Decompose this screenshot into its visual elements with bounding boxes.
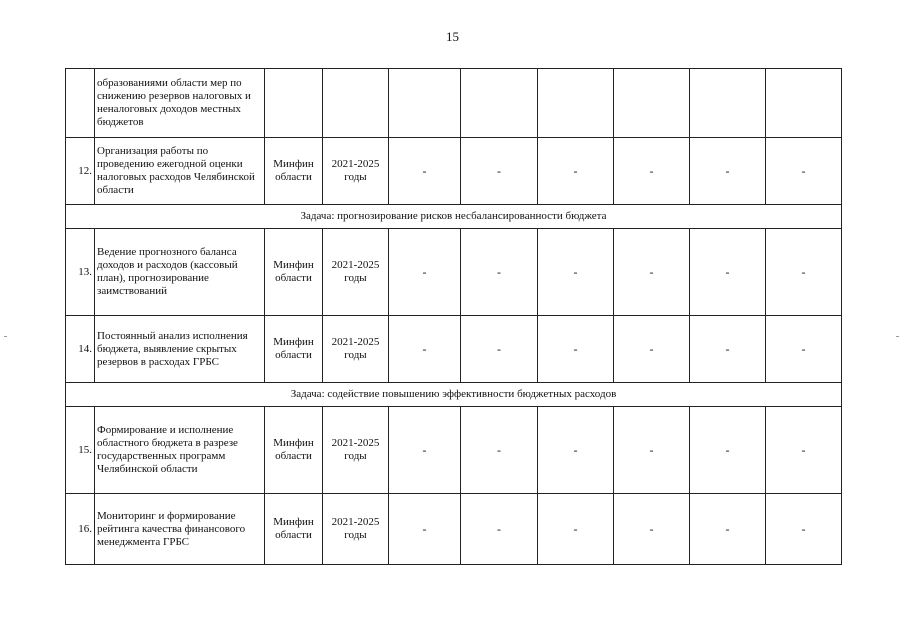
measure-name: Формирование и исполнение областного бюджета в разрезе государственных программ Челябинской области (95, 407, 265, 494)
table-row (66, 494, 842, 565)
value-cell: - (766, 138, 842, 205)
value-cell (389, 69, 461, 138)
row-number: 12. (66, 138, 95, 205)
value-cell: - (461, 494, 538, 565)
row-number: 16. (66, 494, 95, 565)
row-number: 14. (66, 316, 95, 383)
value-cell: - (614, 494, 690, 565)
value-cell: - (461, 229, 538, 316)
page-number: 15 (446, 29, 459, 44)
table-body (66, 69, 842, 565)
period: 2021-2025 годы (323, 407, 389, 494)
value-cell: - (389, 316, 461, 383)
executor: Минфин области (265, 138, 323, 205)
executor: Минфин области (265, 229, 323, 316)
task-heading: Задача: содействие повышению эффективности бюджетных расходов (66, 383, 842, 407)
task-row (66, 205, 842, 229)
table-row (66, 69, 842, 138)
period (323, 69, 389, 138)
executor: Минфин области (265, 316, 323, 383)
value-cell: - (538, 316, 614, 383)
row-number: 15. (66, 407, 95, 494)
measure-name: Мониторинг и формирование рейтинга качества финансового менеджмента ГРБС (95, 494, 265, 565)
value-cell: - (538, 407, 614, 494)
table-row (66, 138, 842, 205)
value-cell: - (766, 407, 842, 494)
value-cell: - (461, 138, 538, 205)
value-cell: - (461, 407, 538, 494)
value-cell: - (389, 407, 461, 494)
value-cell: - (690, 138, 766, 205)
value-cell (614, 69, 690, 138)
value-cell: - (614, 229, 690, 316)
measure-name: Организация работы по проведению ежегодной оценки налоговых расходов Челябинской области (95, 138, 265, 205)
value-cell: - (766, 229, 842, 316)
value-cell (766, 69, 842, 138)
measure-name: Постоянный анализ исполнения бюджета, выявление скрытых резервов в расходах ГРБС (95, 316, 265, 383)
period: 2021-2025 годы (323, 138, 389, 205)
measure-name: Ведение прогнозного баланса доходов и расходов (кассовый план), прогнозирование заимствований (95, 229, 265, 316)
table-row (66, 407, 842, 494)
period: 2021-2025 годы (323, 229, 389, 316)
scan-mark-left (4, 336, 7, 337)
value-cell: - (614, 407, 690, 494)
value-cell: - (389, 229, 461, 316)
value-cell: - (690, 229, 766, 316)
executor (265, 69, 323, 138)
value-cell: - (766, 316, 842, 383)
table-row (66, 229, 842, 316)
value-cell: - (538, 494, 614, 565)
value-cell (461, 69, 538, 138)
value-cell: - (389, 494, 461, 565)
value-cell: - (614, 316, 690, 383)
value-cell (690, 69, 766, 138)
value-cell: - (690, 316, 766, 383)
value-cell: - (538, 229, 614, 316)
task-row (66, 383, 842, 407)
value-cell: - (766, 494, 842, 565)
period: 2021-2025 годы (323, 316, 389, 383)
measure-name: образованиями области мер по снижению резервов налоговых и неналоговых доходов местных бюджетов (95, 69, 265, 138)
row-number (66, 69, 95, 138)
value-cell: - (538, 138, 614, 205)
executor: Минфин области (265, 407, 323, 494)
value-cell: - (461, 316, 538, 383)
row-number: 13. (66, 229, 95, 316)
period: 2021-2025 годы (323, 494, 389, 565)
value-cell (538, 69, 614, 138)
measures-table (65, 68, 842, 565)
table-row (66, 316, 842, 383)
value-cell: - (690, 407, 766, 494)
scan-mark-right (896, 336, 899, 337)
task-heading: Задача: прогнозирование рисков несбалансированности бюджета (66, 205, 842, 229)
value-cell: - (389, 138, 461, 205)
value-cell: - (614, 138, 690, 205)
executor: Минфин области (265, 494, 323, 565)
value-cell: - (690, 494, 766, 565)
